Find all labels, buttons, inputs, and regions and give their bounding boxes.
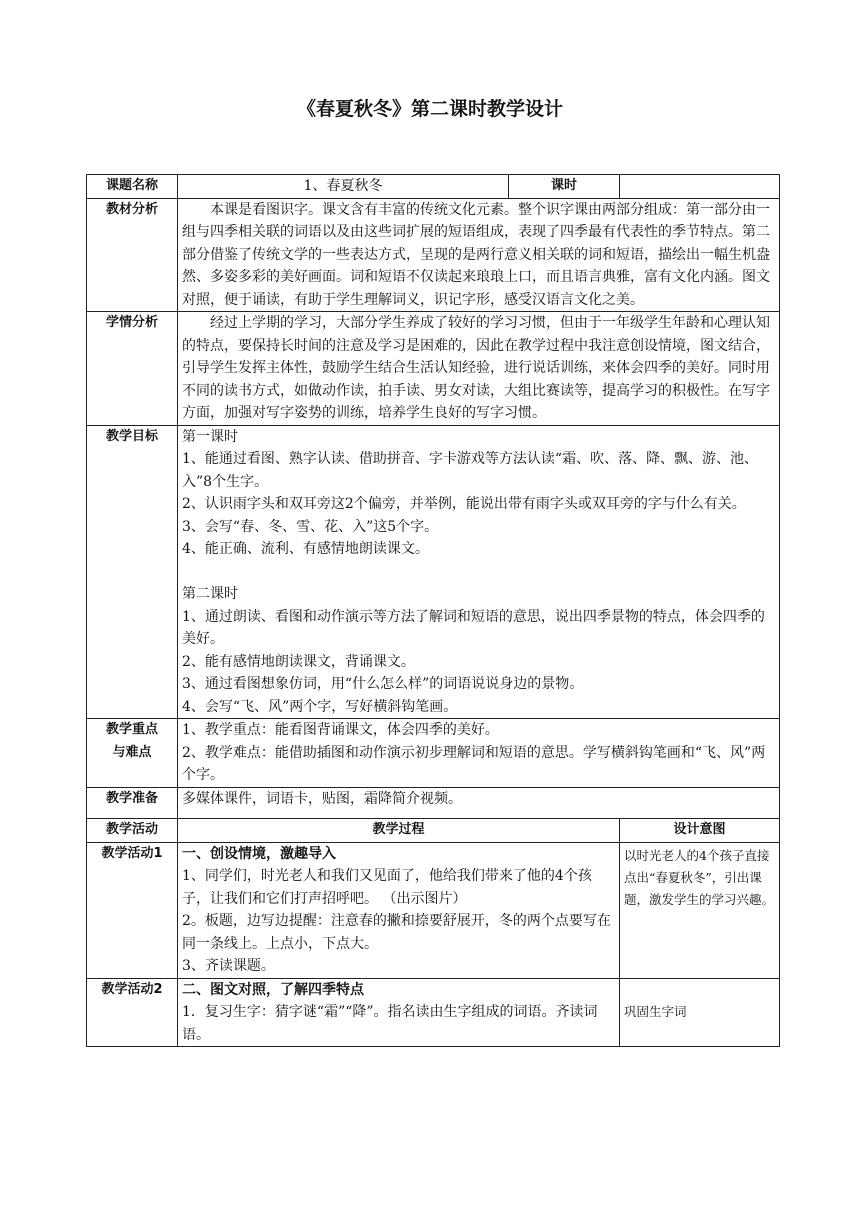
activity-intent: 巩固生字词 xyxy=(624,1004,687,1020)
topic-value: 1、春夏秋冬 xyxy=(178,175,509,199)
keypoints-row xyxy=(87,719,780,788)
goal-item: 3、会写“春、冬、雪、花、入”这5个字。 xyxy=(182,518,439,535)
keypoints-label-line1: 教学重点 xyxy=(105,722,158,737)
goals-second-title: 第二课时 xyxy=(182,586,238,602)
lesson-plan-table xyxy=(86,174,780,1047)
prep-label: 教学准备 xyxy=(87,787,178,819)
activity-line: 1．复习生字：猜字谜“霜”“降”。指名读由生字组成的词语。齐读词语。 xyxy=(182,1004,598,1043)
activity-heading: 一、创设情境，激趣导入 xyxy=(182,845,336,862)
activity-row xyxy=(87,978,780,1047)
topic-label: 课题名称 xyxy=(87,175,178,199)
topic-row xyxy=(87,175,780,199)
goals-first-title: 第一课时 xyxy=(182,428,238,445)
goal-item: 1、能通过看图、熟字认读、借助拼音、字卡游戏等方法认读“霜、吹、落、降、飘、游、池、入”8个生字。 xyxy=(182,451,759,490)
page-title: 《春夏秋冬》第二课时教学设计 xyxy=(296,98,563,120)
keypoints-label xyxy=(87,719,178,788)
activity-line: 1、同学们，时光老人和我们又见面了，他给我们带来了他的4个孩子，让我们和它们打声招呼吧。 （出示图片） xyxy=(182,868,592,907)
activities-header-col1: 教学活动 xyxy=(87,819,178,843)
goal-item: 4、会写“飞、风”两个字，写好横斜钩笔画。 xyxy=(182,698,458,715)
activities-header-row xyxy=(87,819,780,843)
activity-line: 3、齐读课题。 xyxy=(182,958,275,974)
activity-label: 教学活动1 xyxy=(87,842,178,978)
period-label: 课时 xyxy=(509,175,620,199)
material-label: 教材分析 xyxy=(87,198,178,312)
goals-label: 教学目标 xyxy=(87,425,178,719)
goal-item: 2、能有感情地朗读课文，背诵课文。 xyxy=(182,653,415,670)
goals-row xyxy=(87,425,780,719)
material-row xyxy=(87,198,780,312)
prep-text: 多媒体课件，词语卡，贴图，霜降简介视频。 xyxy=(182,790,462,807)
activity-intent: 以时光老人的4个孩子直接点出“春夏秋冬”，引出课题，激发学生的学习兴趣。 xyxy=(624,847,775,907)
material-text: 本课是看图识字。课文含有丰富的传统文化元素。整个识字课由两部分组成：第一部分由一组与四季相关联的词语以及由这些词扩展的短语组成，表现了四季最有代表性的季节特点。第二部分借鉴了传统文学的一些表达方式，呈现的是两行意义相关联的词和短语，描绘出一幅生机盎然、多姿多彩的美好画面。词和短语不仅读起来琅琅上口，而且语言典雅，富有文化内涵。图文对照，便于诵读，有助于学生理解词义，识记字形，感受汉语言文化之美。 xyxy=(182,201,770,308)
keypoint-item: 2、教学难点：能借助插图和动作演示初步理解词和短语的意思。学写横斜钩笔画和“飞、风”两个字。 xyxy=(182,744,766,783)
learner-label: 学情分析 xyxy=(87,312,178,426)
activities-header-col2: 教学过程 xyxy=(178,819,620,843)
learner-row xyxy=(87,312,780,426)
activities-header-col3: 设计意图 xyxy=(620,819,780,843)
keypoint-item: 1、教学重点：能看图背诵课文，体会四季的美好。 xyxy=(182,722,499,738)
goal-item: 3、通过看图想象仿词，用“什么怎么样”的词语说说身边的景物。 xyxy=(182,676,584,692)
prep-row xyxy=(87,787,780,819)
keypoints-label-line2: 与难点 xyxy=(112,744,152,760)
activity-line: 2。板题，边写边提醒：注意春的撇和捺要舒展开，冬的两个点要写在同一条线上。上点小，下点大。 xyxy=(182,913,611,952)
spacer xyxy=(182,561,775,584)
goal-item: 1、通过朗读、看图和动作演示等方法了解词和短语的意思，说出四季景物的特点，体会四季的美好。 xyxy=(182,608,765,647)
activity-heading: 二、图文对照，了解四季特点 xyxy=(182,981,364,998)
period-value xyxy=(620,175,780,199)
goal-item: 2、认识雨字头和双耳旁这2个偏旁，并举例，能说出带有雨字头或双耳旁的字与什么有关。 xyxy=(182,496,746,512)
learner-text: 经过上学期的学习，大部分学生养成了较好的学习习惯，但由于一年级学生年龄和心理认知的特点，要保持长时间的注意及学习是困难的，因此在教学过程中我注意创设情境，图文结合，引导学生发挥主体性，鼓励学生结合生活认知经验，进行说话训练，来体会四季的美好。同时用不同的读书方式，如做动作读，拍手读、男女对读，大组比赛读等，提高学习的积极性。在写字方面，加强对写字姿势的训练，培养学生良好的写字习惯。 xyxy=(182,315,770,421)
activity-label: 教学活动2 xyxy=(87,978,178,1047)
activity-row xyxy=(87,842,780,978)
goal-item: 4、能正确、流利、有感情地朗读课文。 xyxy=(182,541,429,557)
